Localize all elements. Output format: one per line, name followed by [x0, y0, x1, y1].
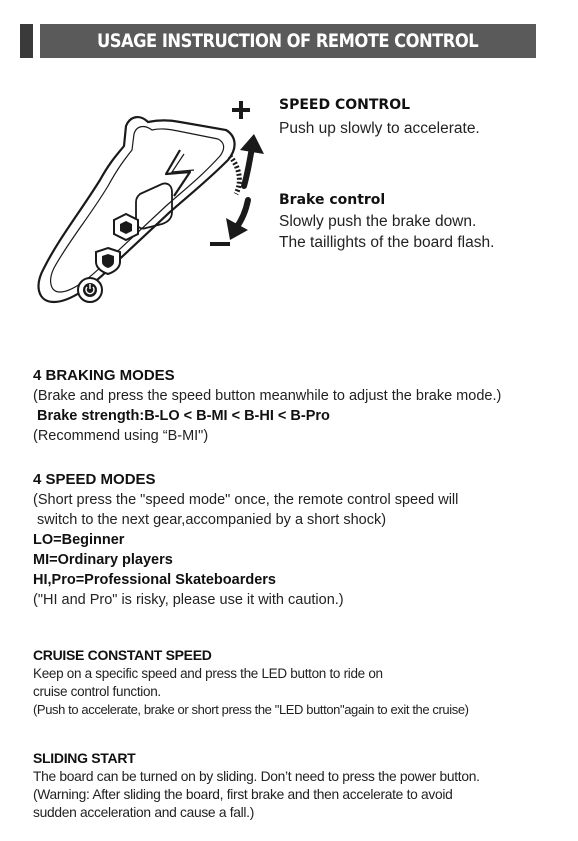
cruise-line: Keep on a specific speed and press the LED button to ride on — [33, 666, 383, 681]
header-bar — [40, 24, 536, 58]
braking-modes-section — [33, 366, 501, 446]
cruise-line: cruise control function. — [33, 684, 161, 699]
speed-mode-lo: LO=Beginner — [33, 532, 125, 548]
led-button — [96, 248, 120, 274]
brake-control-title: Brake control — [279, 192, 386, 208]
sliding-line: The board can be turned on by sliding. Don’t need to press the power button. — [33, 769, 480, 784]
remote-control-illustration — [30, 90, 275, 330]
remote-body-inner-outline — [51, 127, 224, 292]
sliding-line: (Warning: After sliding the board, first brake and then accelerate to avoid — [33, 787, 453, 802]
brake-control-line: Slowly push the brake down. — [279, 213, 477, 230]
cruise-section — [33, 646, 469, 719]
braking-modes-line: (Recommend using “B-MI") — [33, 428, 209, 444]
brake-control-line: The taillights of the board flash. — [279, 234, 495, 251]
curved-arrow-down-icon — [226, 200, 248, 240]
speed-control-title: SPEED CONTROL — [279, 97, 411, 113]
cruise-note: (Push to accelerate, brake or short press the "LED button"again to exit the cruise) — [33, 702, 469, 717]
page-title: USAGE INSTRUCTION OF REMOTE CONTROL — [97, 30, 479, 52]
speed-modes-line: (Short press the "speed mode" once, the remote control speed will — [33, 492, 459, 508]
plus-icon — [232, 101, 250, 119]
minus-icon — [210, 242, 230, 246]
curved-arrow-up-icon — [240, 134, 264, 186]
speed-mode-button — [114, 214, 138, 240]
speed-modes-title: 4 SPEED MODES — [33, 471, 156, 488]
header-accent-block — [20, 24, 33, 58]
braking-modes-title: 4 BRAKING MODES — [33, 367, 175, 384]
speed-mode-hi-pro: HI,Pro=Professional Skateboarders — [33, 572, 276, 588]
power-button-icon — [78, 278, 102, 302]
braking-modes-line: (Brake and press the speed button meanwhile to adjust the brake mode.) — [33, 388, 502, 404]
lightning-bolt-icon — [166, 150, 194, 196]
speed-modes-section — [33, 470, 458, 610]
speed-modes-line: switch to the next gear,accompanied by a short shock) — [33, 512, 387, 528]
sliding-line: sudden acceleration and cause a fall.) — [33, 805, 254, 820]
brake-strength-line: Brake strength:B-LO < B-MI < B-HI < B-Pro — [33, 408, 330, 424]
sliding-section — [33, 749, 480, 822]
speed-mode-mi: MI=Ordinary players — [33, 552, 173, 568]
remote-thumb-wheel — [230, 156, 239, 194]
speed-modes-line: ("HI and Pro" is risky, please use it with caution.) — [33, 592, 344, 608]
cruise-title: CRUISE CONSTANT SPEED — [33, 647, 212, 663]
sliding-title: SLIDING START — [33, 750, 136, 766]
speed-control-text: Push up slowly to accelerate. — [279, 120, 480, 137]
